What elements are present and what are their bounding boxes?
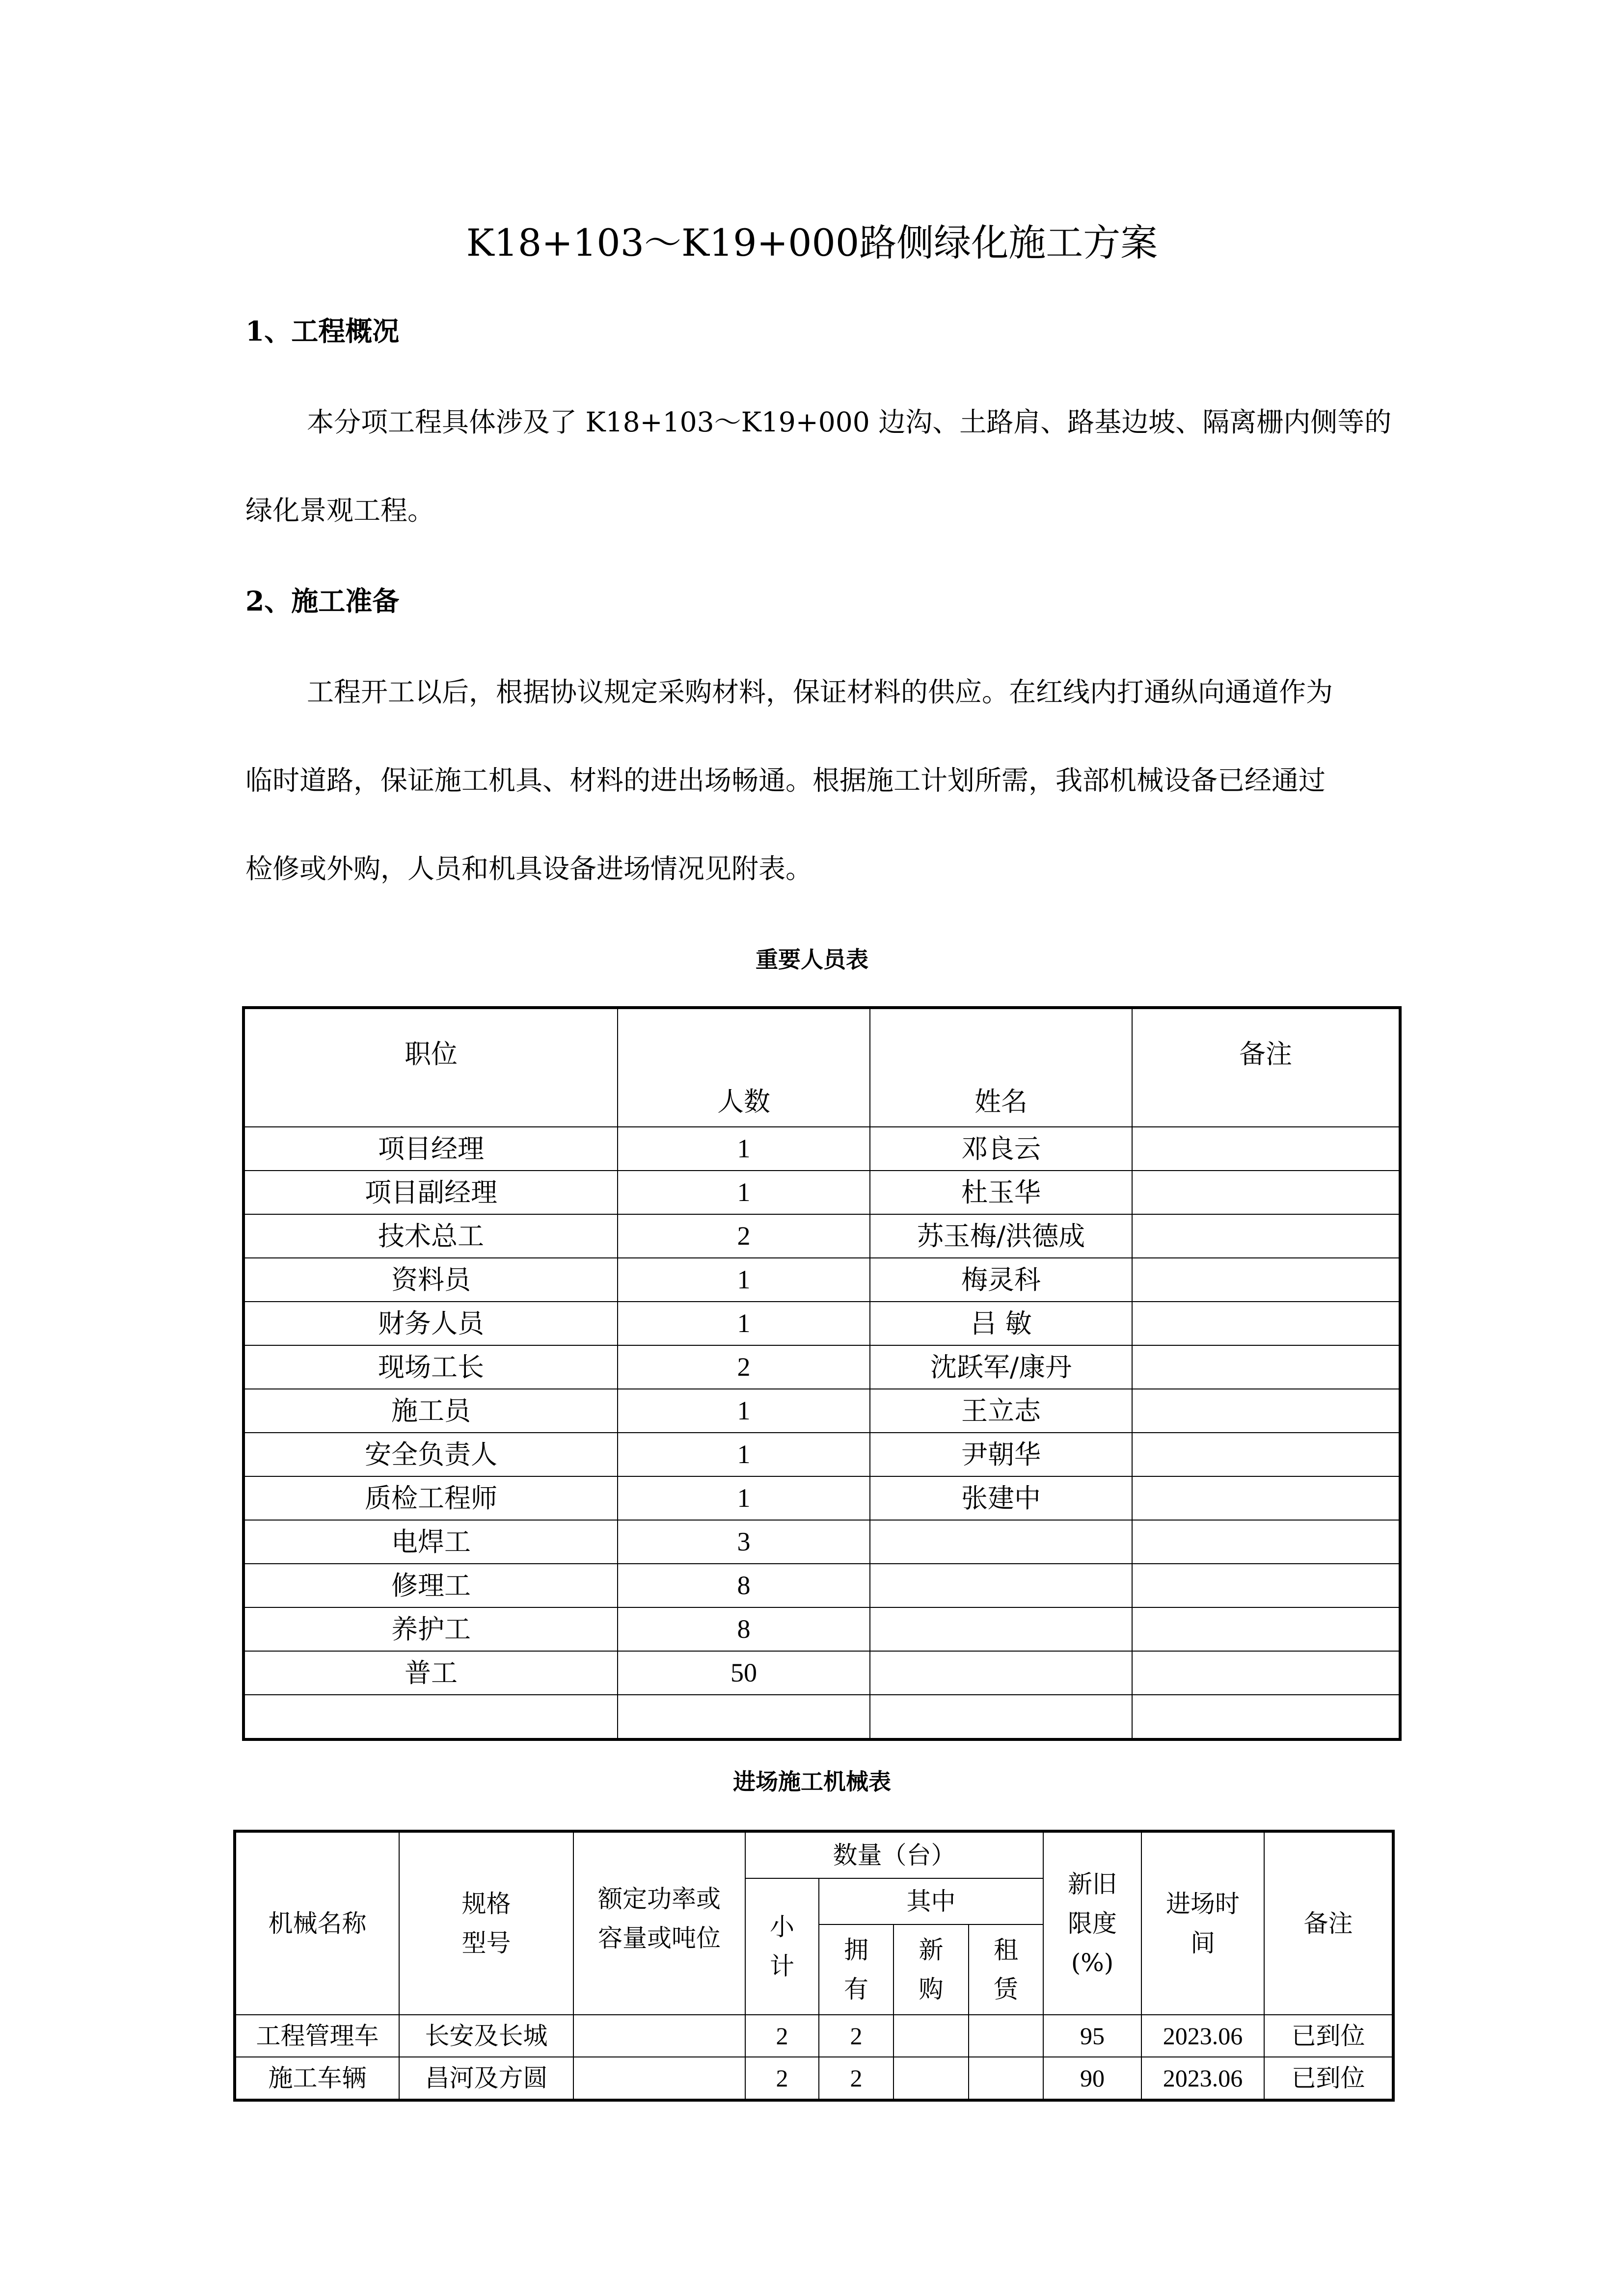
- cell-name: 梅灵科: [870, 1258, 1132, 1302]
- header-power: [573, 1831, 745, 2015]
- header-remark: 备注: [1132, 1008, 1400, 1127]
- cell-owned: 2: [819, 2015, 893, 2057]
- paragraph-line: 临时道路，保证施工机具、材料的进出场畅通。根据施工计划所需，我部机械设备已经通过: [245, 765, 1326, 796]
- cell-name: [870, 1607, 1132, 1651]
- cell-count: 1: [618, 1127, 870, 1171]
- cell-name: [870, 1695, 1132, 1739]
- cell-name: 邓良云: [870, 1127, 1132, 1171]
- personnel-table: [242, 1006, 1402, 1741]
- table-row: [244, 1651, 1400, 1695]
- cell-position: 普工: [244, 1651, 618, 1695]
- header-among: 其中: [819, 1878, 1043, 1924]
- cell-position: 安全负责人: [244, 1433, 618, 1476]
- cell-name: 尹朝华: [870, 1433, 1132, 1476]
- cell-position: 养护工: [244, 1607, 618, 1651]
- table-row: [244, 1520, 1400, 1564]
- cell-remark: 已到位: [1264, 2015, 1393, 2057]
- cell-name: 苏玉梅/洪德成: [870, 1214, 1132, 1258]
- header-condition-line: (%): [1071, 1949, 1114, 1977]
- cell-remark: [1132, 1651, 1400, 1695]
- header-owned-line: 拥: [844, 1936, 868, 1964]
- cell-remark: [1132, 1127, 1400, 1171]
- cell-name: [870, 1651, 1132, 1695]
- cell-name: 杜玉华: [870, 1171, 1132, 1214]
- cell-count: 2: [618, 1345, 870, 1389]
- machine-table: [233, 1830, 1395, 2102]
- cell-position: 电焊工: [244, 1520, 618, 1564]
- cell-rented: [969, 2057, 1043, 2100]
- cell-position: 现场工长: [244, 1345, 618, 1389]
- cell-spec: 长安及长城: [399, 2015, 573, 2057]
- header-entry-time: [1141, 1831, 1264, 2015]
- cell-remark: [1132, 1695, 1400, 1739]
- table-row: [244, 1345, 1400, 1389]
- cell-entry-time: 2023.06: [1141, 2015, 1264, 2057]
- cell-remark: 已到位: [1264, 2057, 1393, 2100]
- header-rent-line: 赁: [994, 1975, 1018, 2003]
- cell-count: 50: [618, 1651, 870, 1695]
- section-2-heading: 2、施工准备: [245, 585, 400, 617]
- table-row: [244, 1389, 1400, 1433]
- cell-position: 质检工程师: [244, 1476, 618, 1520]
- table-row: [244, 1171, 1400, 1214]
- table-row: [244, 1607, 1400, 1651]
- header-owned-line: 有: [844, 1975, 868, 2003]
- header-position: 职位: [244, 1008, 618, 1127]
- header-subtotal-line: 计: [770, 1952, 794, 1980]
- header-spec-line: 型号: [461, 1929, 511, 1957]
- cell-count: 1: [618, 1476, 870, 1520]
- cell-position: [244, 1695, 618, 1739]
- header-subtotal: [745, 1878, 819, 2015]
- header-quantity: 数量（台）: [745, 1831, 1043, 1878]
- header-entry-line: 间: [1191, 1929, 1215, 1957]
- cell-rented: [969, 2015, 1043, 2057]
- cell-count: 1: [618, 1433, 870, 1476]
- cell-remark: [1132, 1258, 1400, 1302]
- cell-machine-name: 工程管理车: [235, 2015, 399, 2057]
- cell-remark: [1132, 1607, 1400, 1651]
- cell-condition: 95: [1043, 2015, 1141, 2057]
- cell-name: 张建中: [870, 1476, 1132, 1520]
- cell-name: [870, 1564, 1132, 1607]
- table-header-row: [244, 1008, 1400, 1127]
- table-row: [244, 1695, 1400, 1739]
- cell-position: 项目副经理: [244, 1171, 618, 1214]
- cell-count: 1: [618, 1302, 870, 1345]
- header-new-line: 购: [919, 1975, 944, 2003]
- cell-count: 2: [618, 1214, 870, 1258]
- paragraph-line: 检修或外购，人员和机具设备进场情况见附表。: [245, 853, 813, 884]
- cell-new-purchase: [893, 2015, 969, 2057]
- table-row: [244, 1214, 1400, 1258]
- header-subtotal-line: 小: [770, 1913, 794, 1941]
- cell-name: 王立志: [870, 1389, 1132, 1433]
- cell-remark: [1132, 1302, 1400, 1345]
- machine-table-caption: 进场施工机械表: [733, 1768, 891, 1795]
- table-row: [244, 1302, 1400, 1345]
- cell-remark: [1132, 1389, 1400, 1433]
- header-condition-line: 新旧: [1068, 1870, 1117, 1898]
- header-spec-line: 规格: [461, 1890, 511, 1918]
- header-remark: 备注: [1264, 1831, 1393, 2015]
- cell-subtotal: 2: [745, 2057, 819, 2100]
- table-row: [244, 1564, 1400, 1607]
- header-new-line: 新: [919, 1936, 944, 1964]
- table-row: [244, 1433, 1400, 1476]
- cell-remark: [1132, 1433, 1400, 1476]
- header-rented: [969, 1924, 1043, 2015]
- header-condition-line: 限度: [1068, 1909, 1117, 1938]
- cell-remark: [1132, 1214, 1400, 1258]
- header-entry-line: 进场时: [1166, 1890, 1240, 1918]
- cell-count: 1: [618, 1171, 870, 1214]
- cell-count: 8: [618, 1607, 870, 1651]
- personnel-table-caption: 重要人员表: [756, 946, 868, 973]
- cell-name: 吕 敏: [870, 1302, 1132, 1345]
- section-2-paragraph: [245, 648, 1389, 913]
- header-owned: [819, 1924, 893, 2015]
- cell-position: 财务人员: [244, 1302, 618, 1345]
- cell-machine-name: 施工车辆: [235, 2057, 399, 2100]
- cell-position: 资料员: [244, 1258, 618, 1302]
- cell-new-purchase: [893, 2057, 969, 2100]
- cell-name: [870, 1520, 1132, 1564]
- cell-position: 项目经理: [244, 1127, 618, 1171]
- section-1-paragraph: [245, 378, 1392, 555]
- page-title: K18+103～K19+000路侧绿化施工方案: [466, 221, 1158, 265]
- cell-remark: [1132, 1345, 1400, 1389]
- paragraph-line: 绿化景观工程。: [245, 495, 435, 526]
- cell-power: [573, 2057, 745, 2100]
- table-row: [244, 1476, 1400, 1520]
- cell-position: 修理工: [244, 1564, 618, 1607]
- header-new-purchase: [893, 1924, 969, 2015]
- header-power-line: 额定功率或: [598, 1885, 721, 1913]
- cell-spec: 昌河及方圆: [399, 2057, 573, 2100]
- cell-name: 沈跃军/康丹: [870, 1345, 1132, 1389]
- table-row: [244, 1258, 1400, 1302]
- cell-subtotal: 2: [745, 2015, 819, 2057]
- cell-remark: [1132, 1171, 1400, 1214]
- cell-position: 施工员: [244, 1389, 618, 1433]
- cell-position: 技术总工: [244, 1214, 618, 1258]
- header-condition: [1043, 1831, 1141, 2015]
- header-name: 姓名: [870, 1008, 1132, 1127]
- header-spec: [399, 1831, 573, 2015]
- cell-count: 8: [618, 1564, 870, 1607]
- cell-remark: [1132, 1520, 1400, 1564]
- header-power-line: 容量或吨位: [598, 1924, 721, 1952]
- paragraph-line: 本分项工程具体涉及了 K18+103～K19+000 边沟、土路肩、路基边坡、隔离栅内侧等的: [307, 406, 1392, 438]
- cell-entry-time: 2023.06: [1141, 2057, 1264, 2100]
- header-machine-name: 机械名称: [235, 1831, 399, 2015]
- paragraph-line: 工程开工以后，根据协议规定采购材料，保证材料的供应。在红线内打通纵向通道作为: [307, 676, 1333, 708]
- cell-count: 1: [618, 1389, 870, 1433]
- cell-count: 3: [618, 1520, 870, 1564]
- table-header-row: [235, 1831, 1393, 1878]
- section-1-heading: 1、工程概况: [245, 315, 400, 347]
- cell-count: [618, 1695, 870, 1739]
- header-count: 人数: [618, 1008, 870, 1127]
- cell-count: 1: [618, 1258, 870, 1302]
- cell-condition: 90: [1043, 2057, 1141, 2100]
- cell-remark: [1132, 1564, 1400, 1607]
- header-rent-line: 租: [994, 1936, 1018, 1964]
- cell-owned: 2: [819, 2057, 893, 2100]
- table-row: [244, 1127, 1400, 1171]
- table-row: [235, 2015, 1393, 2057]
- cell-remark: [1132, 1476, 1400, 1520]
- table-row: [235, 2057, 1393, 2100]
- cell-power: [573, 2015, 745, 2057]
